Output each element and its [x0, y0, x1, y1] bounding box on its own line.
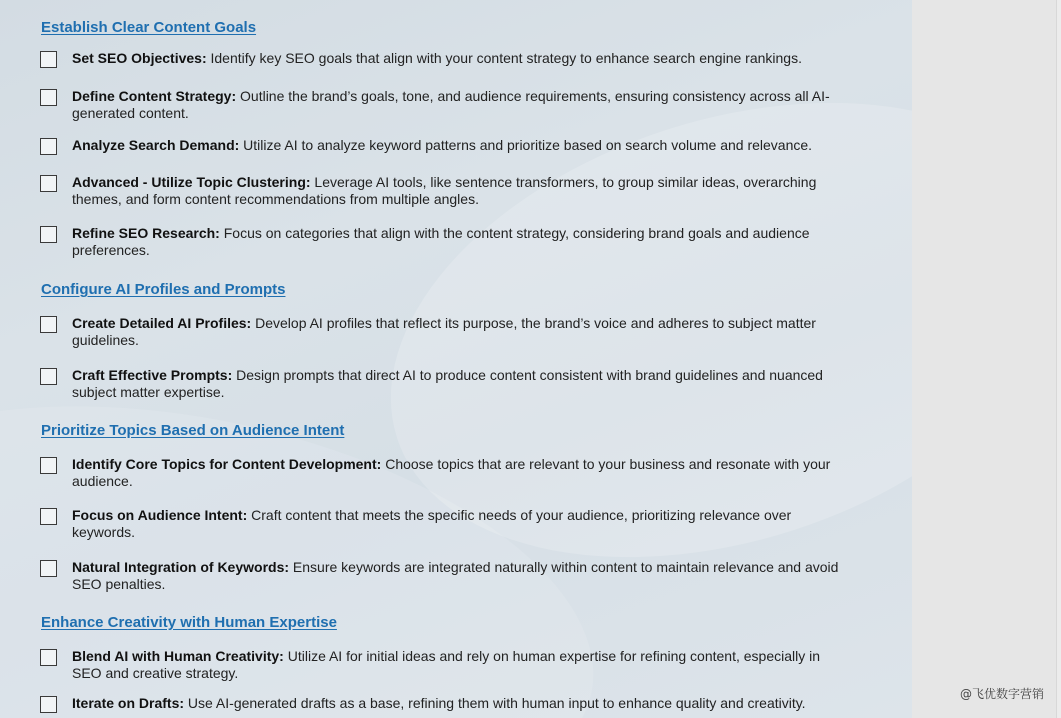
- checkbox[interactable]: [40, 89, 57, 106]
- item-text: Craft Effective Prompts: Design prompts that direct AI to produce content consistent with brand guidelines and nuanced subject matter expertise.: [72, 367, 823, 400]
- checkbox[interactable]: [40, 696, 57, 713]
- item-text: Create Detailed AI Profiles: Develop AI profiles that reflect its purpose, the brand’s voice and adheres to subject matter guidelines.: [72, 315, 816, 348]
- checkbox[interactable]: [40, 508, 57, 525]
- section-heading-ai-profiles[interactable]: Configure AI Profiles and Prompts: [41, 281, 286, 298]
- item-text: Natural Integration of Keywords: Ensure keywords are integrated naturally within content to maintain relevance and avoid SEO penalties.: [72, 559, 839, 592]
- section-heading-content-goals[interactable]: Establish Clear Content Goals: [41, 19, 257, 36]
- checkbox[interactable]: [40, 560, 57, 577]
- item-text: Blend AI with Human Creativity: Utilize AI for initial ideas and rely on human expertise for refining content, especially in SEO and creative strategy.: [72, 648, 821, 681]
- watermark-text: @飞优数字营销: [959, 687, 1044, 701]
- checkbox[interactable]: [40, 175, 57, 192]
- item-text: Focus on Audience Intent: Craft content that meets the specific needs of your audience, prioritizing relevance over keywords.: [72, 507, 792, 540]
- item-text: Set SEO Objectives: Identify key SEO goals that align with your content strategy to enhance search engine rankings.: [72, 50, 802, 66]
- checkbox[interactable]: [40, 649, 57, 666]
- section-heading-human-expertise[interactable]: Enhance Creativity with Human Expertise: [41, 614, 337, 631]
- item-text: Refine SEO Research: Focus on categories that align with the content strategy, considering brand goals and audience preferences.: [72, 225, 810, 258]
- item-text: Advanced - Utilize Topic Clustering: Leverage AI tools, like sentence transformers, to group similar ideas, overarching themes, and form content recommendations from multiple angles.: [72, 174, 817, 207]
- checkbox[interactable]: [40, 457, 57, 474]
- item-text: Identify Core Topics for Content Development: Choose topics that are relevant to your business and resonate with your audience.: [72, 456, 831, 489]
- blank-margin: [912, 0, 1061, 718]
- checkbox[interactable]: [40, 316, 57, 333]
- checkbox[interactable]: [40, 138, 57, 155]
- page-edge: [1056, 0, 1061, 718]
- section-heading-audience-intent[interactable]: Prioritize Topics Based on Audience Intent: [41, 422, 345, 439]
- item-text: Define Content Strategy: Outline the brand’s goals, tone, and audience requirements, ensuring consistency across all AI-generated content.: [72, 88, 830, 121]
- checkbox[interactable]: [40, 226, 57, 243]
- item-text: Iterate on Drafts: Use AI-generated drafts as a base, refining them with human input to enhance quality and creativity.: [72, 695, 806, 711]
- checkbox[interactable]: [40, 51, 57, 68]
- checkbox[interactable]: [40, 368, 57, 385]
- item-text: Analyze Search Demand: Utilize AI to analyze keyword patterns and prioritize based on search volume and relevance.: [72, 137, 813, 153]
